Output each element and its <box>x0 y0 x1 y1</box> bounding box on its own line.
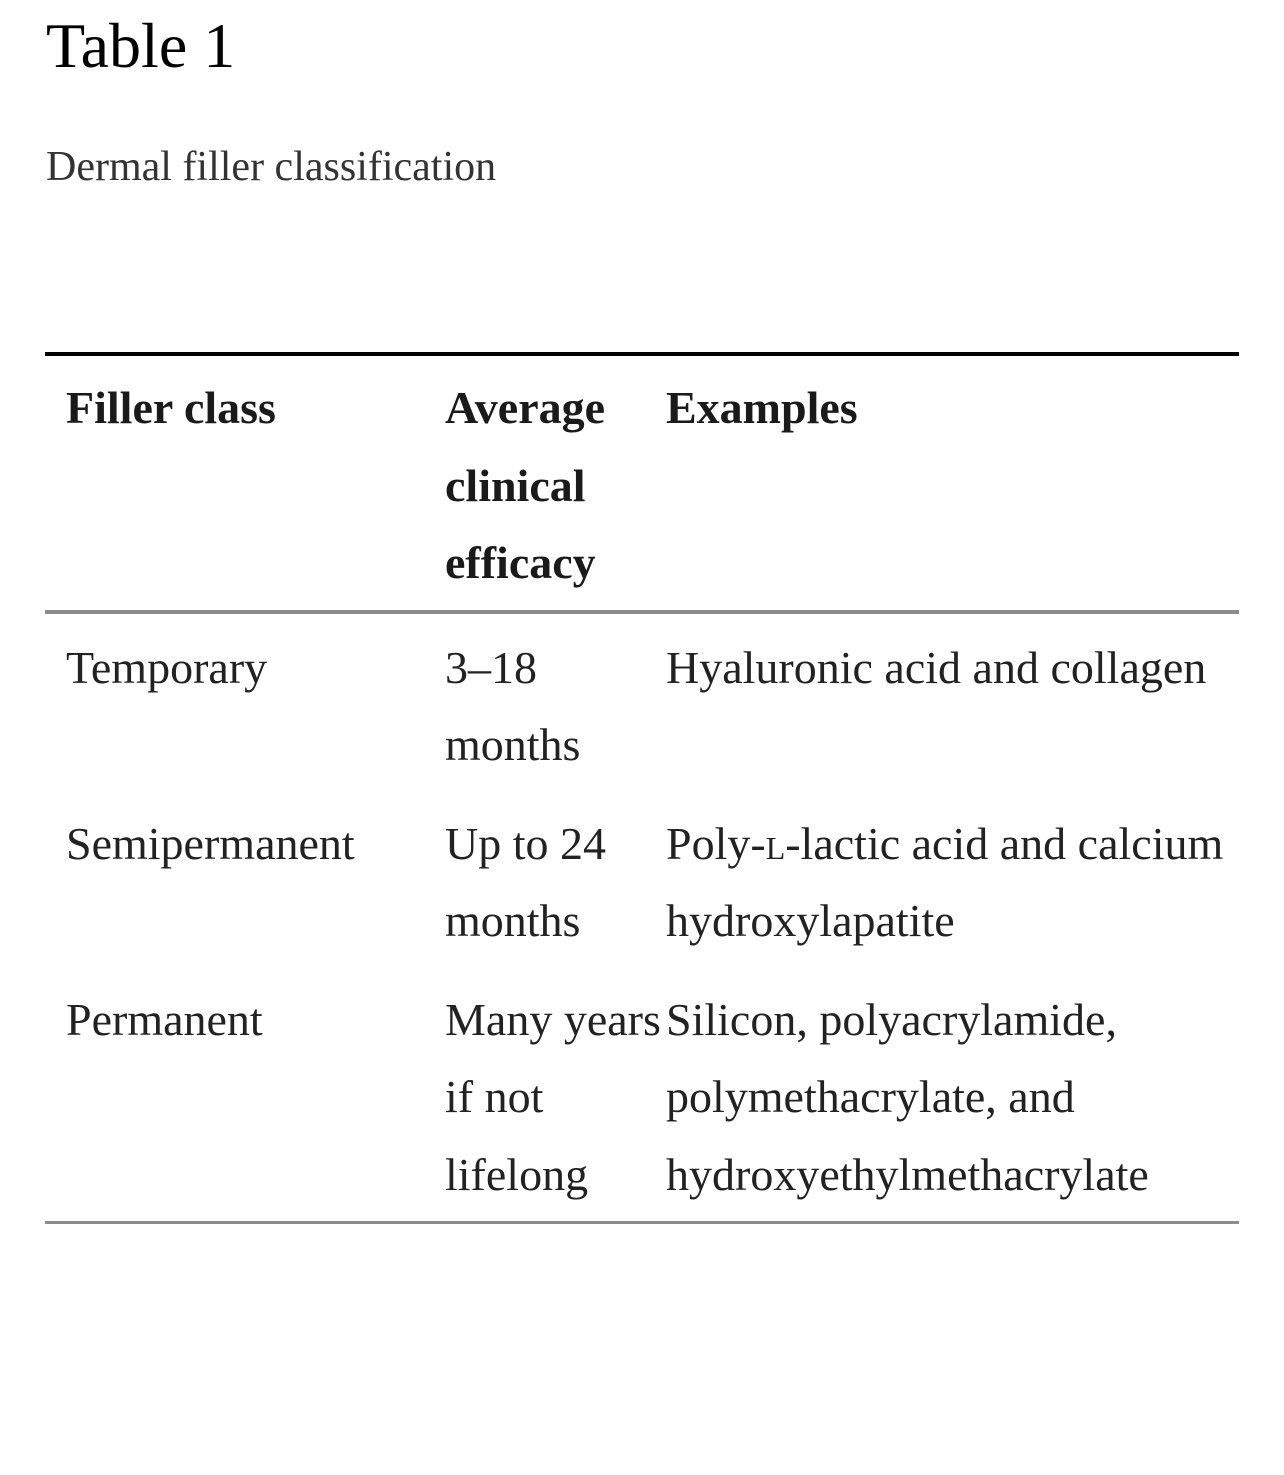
table-row <box>45 612 1239 790</box>
data-table-container <box>45 352 1239 1224</box>
column-header-filler-class: Filler class <box>66 382 276 433</box>
cell-efficacy: Up to 24 months <box>445 817 606 946</box>
examples-text-smallcaps: l <box>765 817 786 869</box>
table-header-row <box>45 354 1239 612</box>
cell-examples: Hyaluronic acid and collagen <box>666 641 1207 693</box>
column-header-efficacy: Average clinical efficacy <box>445 382 606 588</box>
table-caption: Dermal filler classification <box>46 144 497 190</box>
column-header-examples: Examples <box>666 382 858 433</box>
cell-filler-class: Permanent <box>66 993 263 1045</box>
cell-efficacy: Many years if not lifelong <box>445 993 661 1200</box>
table-title: Table 1 <box>46 10 236 81</box>
examples-text-suffix: -lactic acid and calcium hydroxylapatite <box>666 817 1224 946</box>
filler-classification-table <box>45 352 1239 1224</box>
cell-examples: Silicon, polyacrylamide, polymethacrylate, and hydroxyethylmethacrylate <box>666 993 1149 1200</box>
cell-examples <box>666 790 1239 966</box>
examples-text-prefix: Poly- <box>666 817 766 869</box>
table-row <box>45 966 1239 1223</box>
cell-filler-class: Semipermanent <box>66 817 355 869</box>
cell-efficacy: 3–18 months <box>445 641 581 770</box>
table-row <box>45 790 1239 966</box>
cell-filler-class: Temporary <box>66 641 268 693</box>
